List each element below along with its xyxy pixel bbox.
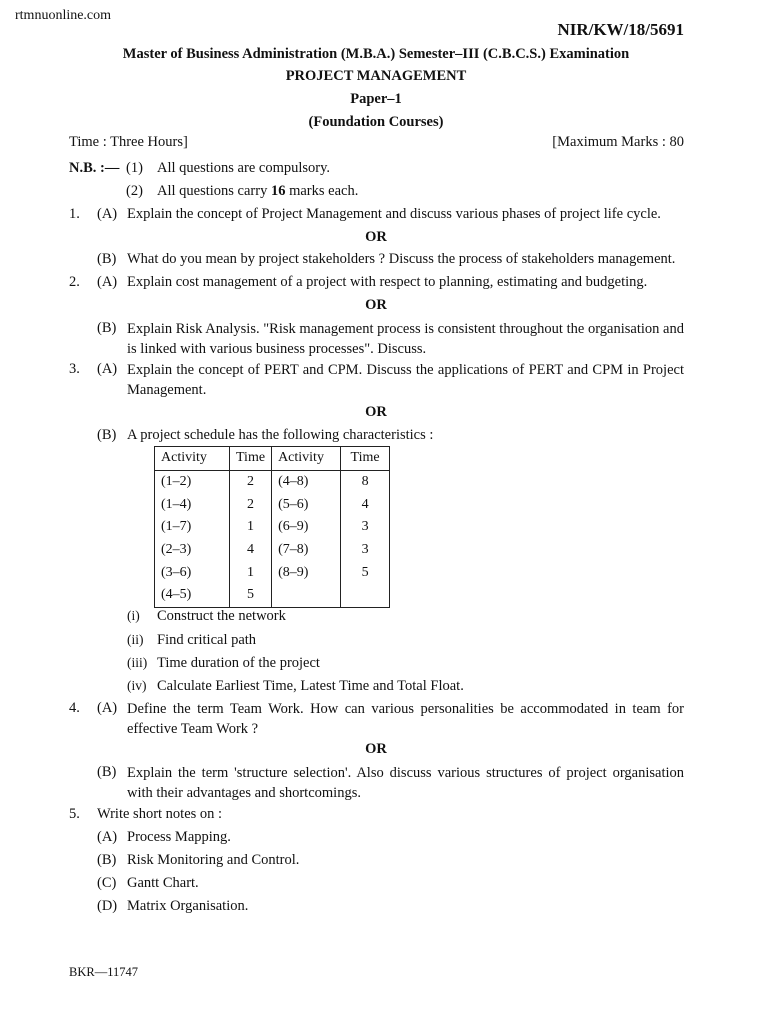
- note-2-marks: 16: [270, 183, 286, 199]
- table-row: [155, 584, 390, 607]
- q1b-text: What do you mean by project stakeholders ? Discuss the process of stakeholders management.: [127, 251, 676, 267]
- table-cell: (2–3): [155, 539, 230, 562]
- table-header: Activity: [272, 447, 341, 471]
- table-row: [155, 561, 390, 584]
- q1b-label: (B): [97, 251, 117, 267]
- note-2-number: (2): [126, 183, 143, 199]
- q5-item-text: Matrix Organisation.: [127, 898, 249, 914]
- table-row: [155, 470, 390, 493]
- q5-intro: Write short notes on :: [97, 806, 223, 822]
- maximum-marks: [Maximum Marks : 80: [552, 134, 684, 150]
- q2a-text: Explain cost management of a project with respect to planning, estimating and budgeting.: [127, 274, 648, 290]
- table-cell: (4–5): [155, 584, 230, 607]
- site-name: rtmnuonline.com: [15, 8, 112, 23]
- q3-subpart-text: Calculate Earliest Time, Latest Time and Total Float.: [157, 678, 464, 694]
- footer-code: BKR—11747: [69, 965, 138, 979]
- q3-subpart-number: (i): [127, 608, 140, 623]
- q4b-text: Explain the term 'structure selection'. Also discuss various structures of project organisation with their advantages and shortcomings.: [127, 765, 684, 801]
- table-cell: (8–9): [272, 561, 341, 584]
- q3-subpart-number: (iii): [127, 655, 148, 670]
- q3-subpart-text: Time duration of the project: [157, 655, 320, 671]
- course-type: (Foundation Courses): [308, 114, 444, 130]
- table-cell: 5: [230, 584, 272, 607]
- q2-number: 2.: [69, 274, 80, 290]
- table-cell: (1–2): [155, 470, 230, 493]
- table-cell: (4–8): [272, 470, 341, 493]
- table-cell: 4: [230, 539, 272, 562]
- table-cell: [272, 584, 341, 607]
- table-cell: 2: [230, 493, 272, 516]
- q3a-text: Explain the concept of PERT and CPM. Discuss the applications of PERT and CPM in Project Management.: [127, 362, 684, 398]
- table-cell: 4: [341, 493, 390, 516]
- q1-number: 1.: [69, 206, 80, 222]
- q4a-text: Define the term Team Work. How can various personalities be accommodated in team for effective Team Work ?: [127, 701, 684, 737]
- q3-subpart-number: (iv): [127, 678, 147, 693]
- q2b-label: (B): [97, 320, 117, 336]
- q3-subpart-text: Construct the network: [157, 608, 286, 624]
- table-cell: 3: [341, 516, 390, 539]
- q2b-text: Explain Risk Analysis. "Risk management process is consistent throughout the organisation and is linked with various business processes". Discuss.: [127, 321, 684, 357]
- q1a-label: (A): [97, 206, 118, 222]
- q4-number: 4.: [69, 700, 80, 716]
- exam-title: Master of Business Administration (M.B.A.) Semester–III (C.B.C.S.) Examination: [122, 46, 630, 62]
- table-cell: 8: [341, 470, 390, 493]
- q3b-text: A project schedule has the following characteristics :: [127, 427, 434, 443]
- table-header: Time: [230, 447, 272, 471]
- table-cell: 3: [341, 539, 390, 562]
- q5-item-label: (A): [97, 829, 118, 845]
- paper-number: Paper–1: [350, 91, 402, 107]
- table-cell: 5: [341, 561, 390, 584]
- table-row: [155, 539, 390, 562]
- time-duration: Time : Three Hours]: [69, 134, 188, 150]
- project-schedule-table: [154, 446, 390, 608]
- q3-or: OR: [365, 404, 387, 420]
- q5-item-label: (B): [97, 852, 117, 868]
- table-cell: (3–6): [155, 561, 230, 584]
- q3-subpart-number: (ii): [127, 632, 144, 647]
- table-cell: (6–9): [272, 516, 341, 539]
- table-cell: 1: [230, 516, 272, 539]
- table-header-row: [155, 447, 390, 471]
- q1a-text: Explain the concept of Project Management and discuss various phases of project life cycle.: [127, 206, 661, 222]
- q4b-label: (B): [97, 764, 117, 780]
- table-cell: (1–7): [155, 516, 230, 539]
- table-cell: 2: [230, 470, 272, 493]
- table-header: Activity: [155, 447, 230, 471]
- note-2-post: marks each.: [289, 183, 359, 199]
- table-row: [155, 493, 390, 516]
- subject-title: PROJECT MANAGEMENT: [285, 68, 467, 84]
- table-header: Time: [341, 447, 390, 471]
- table-cell: [341, 584, 390, 607]
- notes-label: N.B. :—: [69, 160, 120, 176]
- q4-or: OR: [365, 741, 387, 757]
- table-cell: (7–8): [272, 539, 341, 562]
- q5-item-text: Gantt Chart.: [127, 875, 199, 891]
- q3b-label: (B): [97, 427, 117, 443]
- q2-or: OR: [365, 297, 387, 313]
- q4a-label: (A): [97, 700, 118, 716]
- q5-item-label: (D): [97, 898, 118, 914]
- q1-or: OR: [365, 229, 387, 245]
- q5-number: 5.: [69, 806, 80, 822]
- q5-item-label: (C): [97, 875, 117, 891]
- paper-code: NIR/KW/18/5691: [557, 20, 684, 39]
- table-cell: 1: [230, 561, 272, 584]
- table-cell: (1–4): [155, 493, 230, 516]
- note-1-text: All questions are compulsory.: [157, 160, 331, 176]
- q5-item-text: Process Mapping.: [127, 829, 231, 845]
- note-2-text: [157, 182, 358, 200]
- q3-subpart-text: Find critical path: [157, 632, 257, 648]
- q3-number: 3.: [69, 361, 80, 377]
- table-row: [155, 516, 390, 539]
- table-cell: (5–6): [272, 493, 341, 516]
- note-2-pre: All questions carry: [157, 183, 268, 199]
- q2a-label: (A): [97, 274, 118, 290]
- note-1-number: (1): [126, 160, 143, 176]
- q5-item-text: Risk Monitoring and Control.: [127, 852, 300, 868]
- q3a-label: (A): [97, 361, 118, 377]
